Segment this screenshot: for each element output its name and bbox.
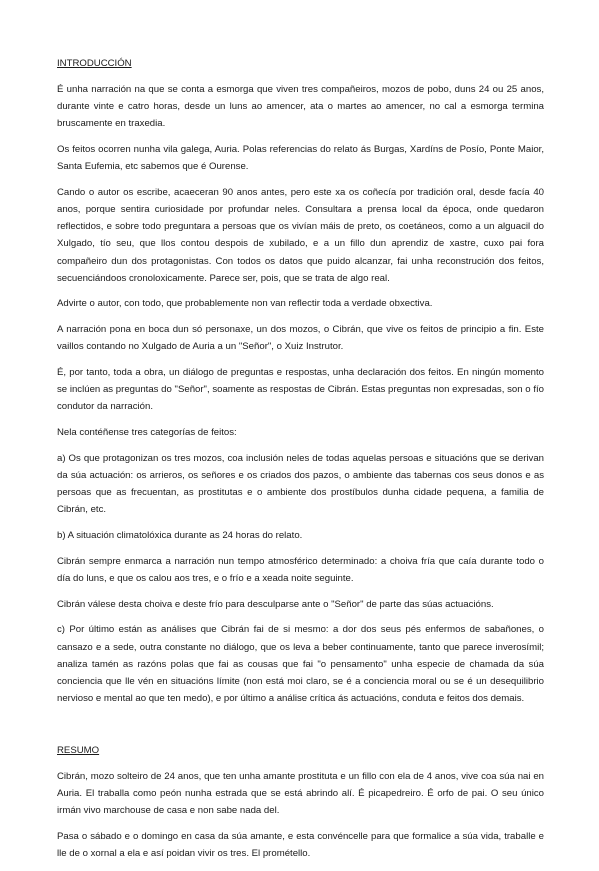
intro-paragraph: c) Por último están as análises que Cibrán fai de si mesmo: a dor dos seus pés enfermos de sabañones, o cansazo e a sede, outra constante no diálogo, que os leva a beber continuamente, tanto que parece inverosímil; analiza tamén as razóns polas que fai as cousas que fai "o pensamento" unha especie de chamada da súa conciencia que lle vén en situacións límite (non está moi claro, se é a conciencia moral ou se é un desequilibrio nervioso e mental ao que ten medo), e por último a análise crítica ás actuacións, conduta e feitos dos demais. — [57, 624, 544, 705]
intro-paragraph: É unha narración na que se conta a esmorga que viven tres compañeiros, mozos de pobo, duns 24 ou 25 anos, durante vinte e catro horas, desde un luns ao amencer, ata o martes ao amencer, no cal a esmorga termina bruscamente en traxedia. — [57, 83, 544, 130]
section-heading-introduction: INTRODUCCIÓN — [57, 58, 132, 69]
intro-paragraph: Os feitos ocorren nunha vila galega, Auria. Polas referencias do relato ás Burgas, Xardíns de Posío, Ponte Maior, Santa Eufemia, etc sabemos que é Ourense. — [57, 143, 544, 173]
intro-paragraph: Cibrán válese desta choiva e deste frío para desculparse ante o "Señor" de parte das súas actuacións. — [57, 598, 494, 610]
document-page — [57, 55, 544, 871]
intro-paragraph: É, por tanto, toda a obra, un diálogo de preguntas e respostas, unha declaración dos feitos. En ningún momento se inclúen as preguntas do "Señor", soamente as respostas de Cibrán. Estas preguntas non expresadas, son o fío condutor da narración. — [57, 367, 544, 413]
section-heading-summary: RESUMO — [57, 745, 100, 756]
intro-paragraph: Advirte o autor, con todo, que probablemente non van reflectir toda a verdade obxectiva. — [57, 298, 433, 310]
intro-paragraph: Cando o autor os escribe, acaeceran 90 anos antes, pero este xa os coñecía por tradición oral, desde facía 40 anos, porque sentira curiosidade por profundar neles. Consultara a prensa local da época, onde quedaron reflectidos, e sobre todo preguntara a persoas que os vivían máis de preto, os coetáneos, como a un alguacil do Xulgado, tío seu, que llos contou despois de xubilado, e a un fillo dun aprendiz de xastre, cuxo pai fora compañeiro dun dos protagonistas. Con todos os datos que puido alcanzar, fai unha reconstrución dos feitos, secuenciándoos cronoloxicamente. Parece ser, pois, que se trata de algo real. — [57, 186, 544, 284]
intro-paragraph: Cibrán sempre enmarca a narración nun tempo atmosférico determinado: a choiva fría que caía durante todo o día do luns, e que os calou aos tres, e o frío e a xeada noite seguinte. — [57, 555, 544, 585]
intro-paragraph: A narración pona en boca dun só personaxe, un dos mozos, o Cibrán, que vive os feitos de principio a fin. Este vaillos contando no Xulgado de Auria a un "Señor", o Xuiz Instrutor. — [57, 324, 544, 353]
summary-paragraph: Pasa o sábado e o domingo en casa da súa amante, e esta convéncelle para que formalice a súa vida, traballe e lle de o xornal a ela e así poidan vivir os tres. El prométello. — [57, 830, 544, 860]
intro-paragraph: b) A situación climatolóxica durante as 24 horas do relato. — [57, 530, 303, 542]
intro-paragraph: Nela contéñense tres categorías de feitos: — [57, 427, 237, 439]
section-spacer — [57, 716, 544, 742]
summary-paragraph: Cibrán, mozo solteiro de 24 anos, que ten unha amante prostituta e un fillo con ela de 4 anos, vive coa súa nai en Auria. El traballa como peón nunha estrada que se está abrindo alí. É picapedreiro. É orfo de pai. O seu único irmán vivo marchouse de casa e non sabe nada del. — [57, 770, 544, 817]
intro-paragraph: a) Os que protagonizan os tres mozos, coa inclusión neles de todas aquelas persoas e situacións que se derivan da súa actuación: os arrieros, os señores e os criados dos pazos, o ambiente das tabernas cos seus donos e as persoas que as frecuentan, as prostitutas e o ambiente dos prostíbulos dunha cidade pequena, a familia de Cibrán, etc. — [57, 452, 544, 516]
